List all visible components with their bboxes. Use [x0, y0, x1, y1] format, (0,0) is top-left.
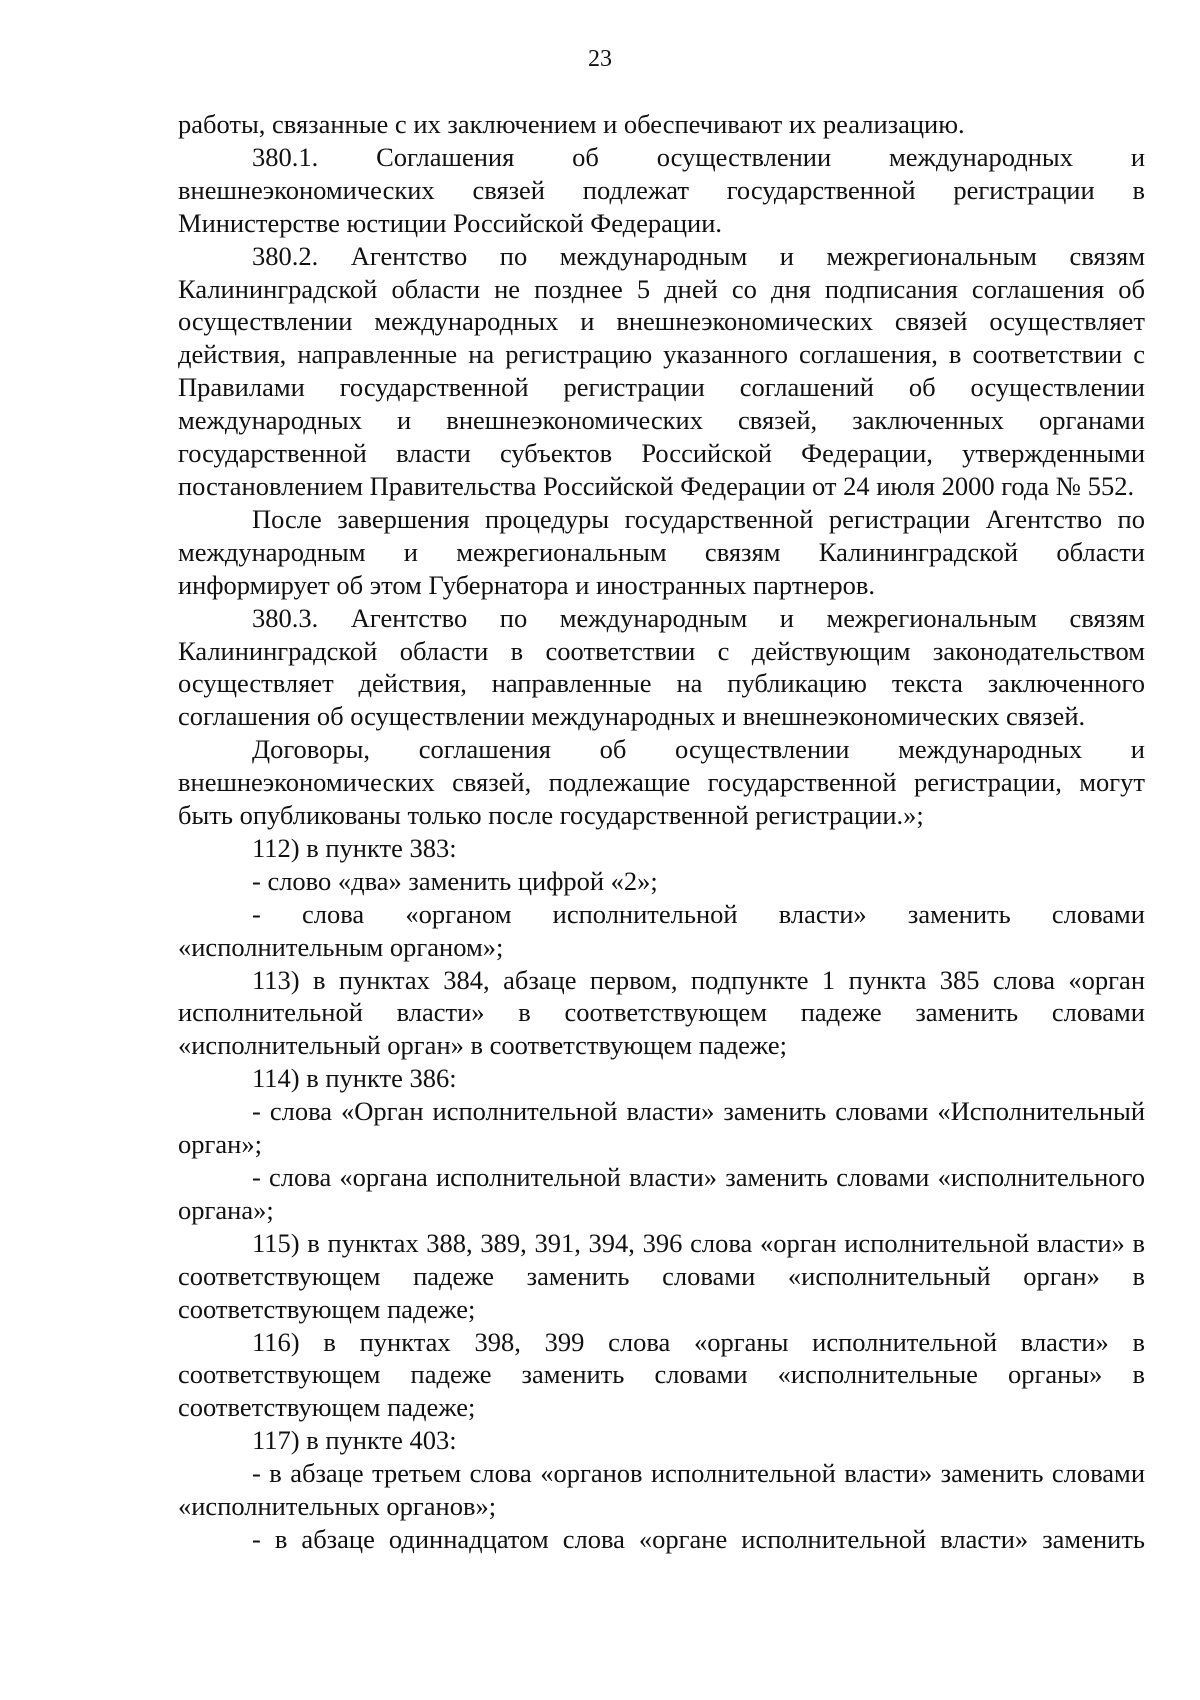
paragraph-publication-rule: Договоры, соглашения об осуществлении международных и внешнеэкономических связей, подлежащие государственной регистрации, могут быть опубликованы только после государственной регистрации.»; — [178, 734, 1145, 831]
page-number: 23 — [588, 46, 612, 72]
item-114-subitem-2: - слова «органа исполнительной власти» заменить словами «исполнительного органа»; — [178, 1162, 1145, 1225]
item-116: 116) в пунктах 398, 399 слова «органы исполнительной власти» в соответствующем падеже заменить словами «исполнительные органы» в соответствующем падеже; — [178, 1326, 1145, 1423]
item-115: 115) в пунктах 388, 389, 391, 394, 396 слова «орган исполнительной власти» в соответствующем падеже заменить словами «исполнительный орган» в соответствующем падеже; — [178, 1227, 1145, 1324]
item-112-subitem-2: - слова «органом исполнительной власти» заменить словами «исполнительным органом»; — [178, 898, 1145, 962]
item-117-subitem-1: - в абзаце третьем слова «органов исполнительной власти» заменить словами «исполнительных органов»; — [178, 1458, 1145, 1522]
document-body — [178, 108, 1145, 1556]
item-117-subitem-2: - в абзаце одиннадцатом слова «органе исполнительной власти» заменить — [252, 1523, 1145, 1554]
paragraph-continuation: работы, связанные с их заключением и обеспечивают их реализацию. — [178, 109, 965, 139]
item-114-subitem-1: - слова «Орган исполнительной власти» заменить словами «Исполнительный орган»; — [178, 1096, 1145, 1160]
paragraph-380-2: 380.2. Агентство по международным и межрегиональным связям Калининградской области не позднее 5 дней со дня подписания соглашения об осуществлении международных и внешнеэкономических связей осуществляет действия, направленные на регистрацию указанного соглашения, в соответствии с Правилами государственной регистрации соглашений об осуществлении международных и внешнеэкономических связей, заключенных органами государственной власти субъектов Российской Федерации, утвержденными постановлением Правительства Российской Федерации от 24 июля 2000 года № 552. — [178, 240, 1145, 501]
item-114: 114) в пункте 386: — [252, 1063, 457, 1094]
paragraph-registration-notice: После завершения процедуры государственной регистрации Агентство по международным и межрегиональным связям Калининградской области информирует об этом Губернатора и иностранных партнеров. — [178, 503, 1145, 600]
paragraph-380-1: 380.1. Соглашения об осуществлении международных и внешнеэкономических связей подлежат государственной регистрации в Министерстве юстиции Российской Федерации. — [178, 141, 1145, 238]
item-112-subitem-1: - слово «два» заменить цифрой «2»; — [252, 865, 658, 896]
item-113: 113) в пунктах 384, абзаце первом, подпункте 1 пункта 385 слова «орган исполнительной власти» в соответствующем падеже заменить словами «исполнительный орган» в соответствующем падеже; — [178, 964, 1145, 1061]
item-117: 117) в пункте 403: — [252, 1425, 457, 1456]
paragraph-380-3: 380.3. Агентство по международным и межрегиональным связям Калининградской области в соответствии с действующим законодательством осуществляет действия, направленные на публикацию текста заключенного соглашения об осуществлении международных и внешнеэкономических связей. — [178, 602, 1145, 732]
item-112: 112) в пункте 383: — [252, 832, 457, 863]
